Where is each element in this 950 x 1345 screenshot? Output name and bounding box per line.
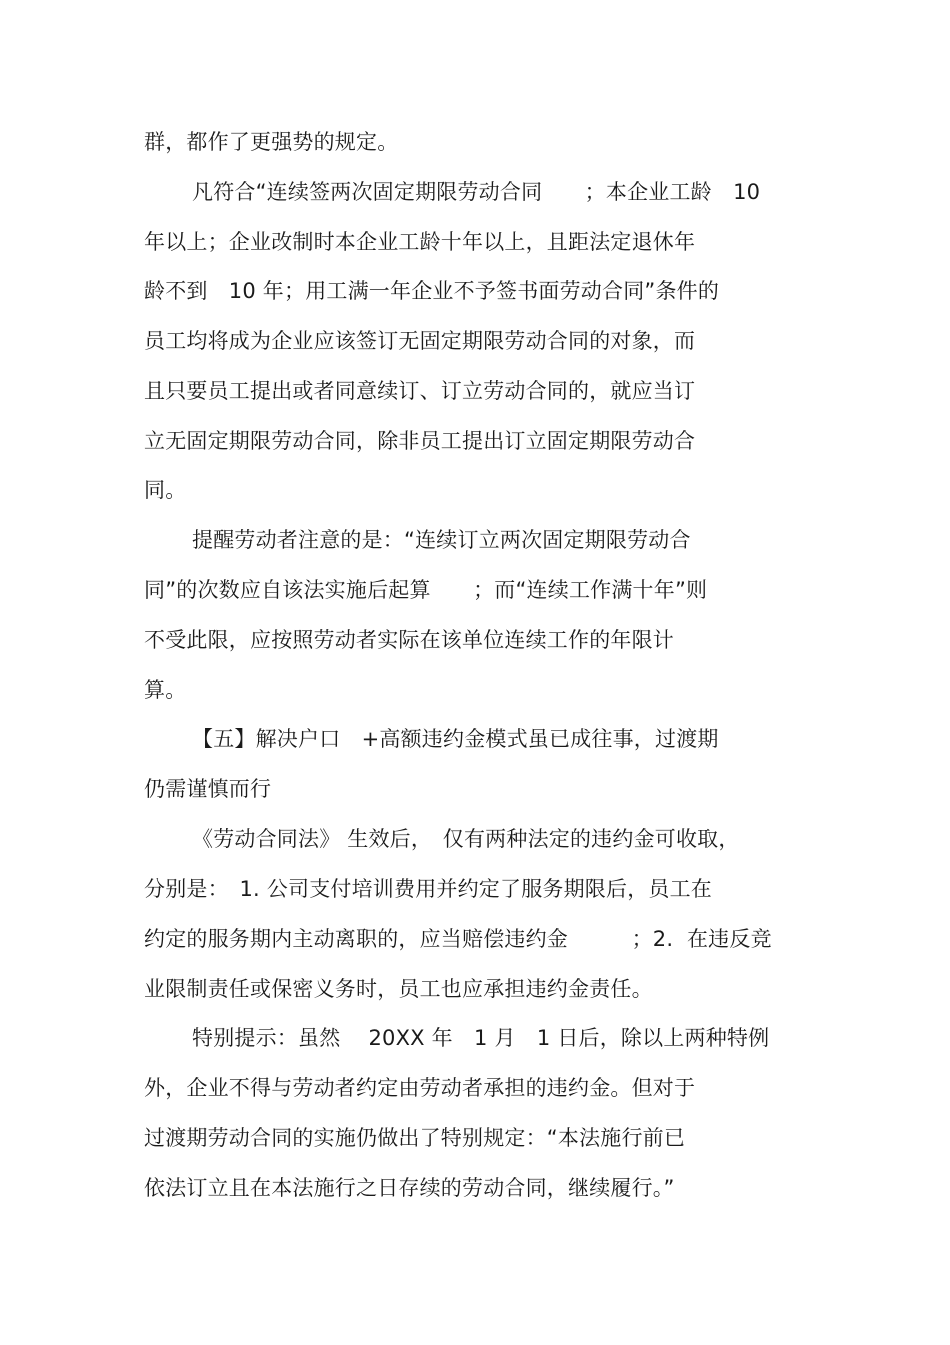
- text-line: 《劳动合同法》 生效后， 仅有两种法定的违约金可收取，: [192, 827, 740, 851]
- text-line: 特别提示：虽然 20XX 年 1 月 1 日后，除以上两种特例: [192, 1026, 770, 1050]
- text-line: 过渡期劳动合同的实施仍做出了特别规定：“本法施行前已: [144, 1126, 686, 1150]
- text-line: 提醒劳动者注意的是：“连续订立两次固定期限劳动合: [192, 528, 691, 552]
- text-line: 员工均将成为企业应该签订无固定期限劳动合同的对象，而: [144, 329, 696, 353]
- text-line: 龄不到 10 年；用工满一年企业不予签书面劳动合同”条件的: [144, 279, 720, 303]
- text-line: 约定的服务期内主动离职的，应当赔偿违约金 ；2. 在违反竞: [144, 927, 772, 951]
- text-line: 业限制责任或保密义务时，员工也应承担违约金责任。: [144, 977, 653, 1001]
- section-heading: 【五】解决户口 +高额违约金模式虽已成往事，过渡期: [192, 727, 719, 751]
- text-line: 不受此限，应按照劳动者实际在该单位连续工作的年限计: [144, 628, 674, 652]
- text-line: 依法订立且在本法施行之日存续的劳动合同，继续履行。”: [144, 1176, 675, 1200]
- section-heading: 仍需谨慎而行: [144, 777, 272, 801]
- text-line: 同。: [144, 478, 187, 502]
- text-line: 且只要员工提出或者同意续订、订立劳动合同的，就应当订: [144, 379, 696, 403]
- text-line: 凡符合“连续签两次固定期限劳动合同 ；本企业工龄 10: [192, 180, 761, 204]
- text-line: 分别是： 1. 公司支付培训费用并约定了服务期限后，员工在: [144, 877, 713, 901]
- text-line: 年以上；企业改制时本企业工龄十年以上，且距法定退休年: [144, 230, 696, 254]
- text-line: 群，都作了更强势的规定。: [144, 130, 399, 154]
- text-line: 外，企业不得与劳动者约定由劳动者承担的违约金。但对于: [144, 1076, 696, 1100]
- text-line: 算。: [144, 678, 187, 702]
- text-line: 同”的次数应自该法实施后起算 ；而“连续工作满十年”则: [144, 578, 708, 602]
- text-line: 立无固定期限劳动合同，除非员工提出订立固定期限劳动合: [144, 429, 696, 453]
